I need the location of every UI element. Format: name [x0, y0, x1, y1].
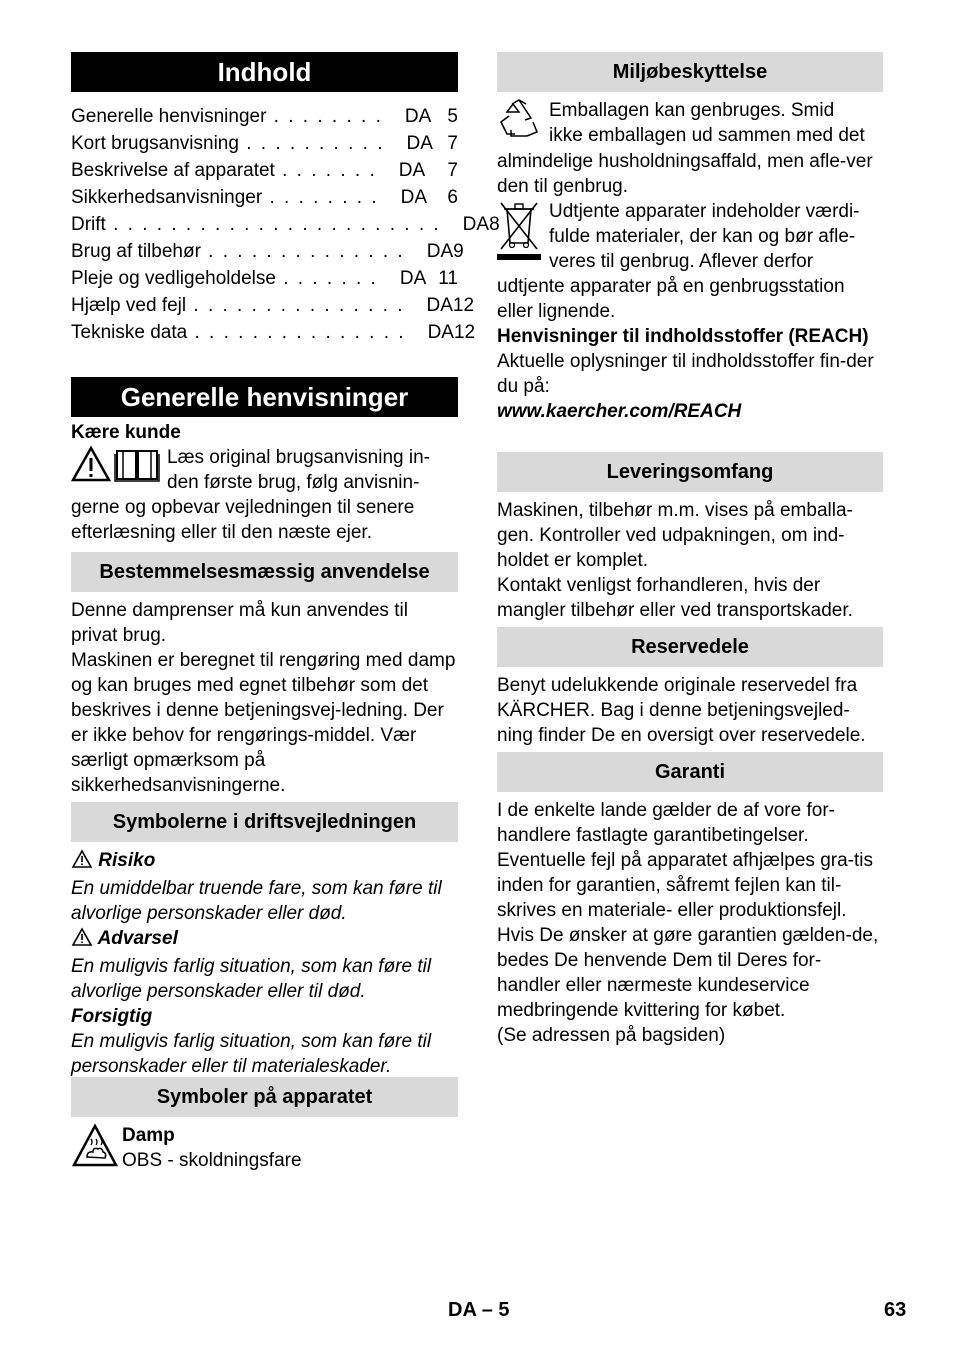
spares-section: [497, 627, 883, 748]
toc-leader-dots: . . . . . . . .: [266, 106, 383, 127]
toc-entry-lang: DA: [399, 268, 427, 289]
delivery-section: [497, 452, 883, 623]
toc-entry-title: [71, 265, 378, 292]
intro-rest: gerne og opbevar vejledningen til senere efterlæsning eller til den næste ejer.: [71, 497, 415, 543]
caution-text: En muligvis farlig situation, som kan føre til personskader eller til materialeskader.: [71, 1031, 432, 1077]
spares-p1: Benyt udelukkende originale reservedel fra KÄRCHER. Bag i denne betjeningsvejled-ning finder De en oversigt over reservedele.: [497, 675, 866, 746]
packaging-line-2: ikke emballagen ud sammen med det: [549, 125, 865, 146]
toc-entry-title: [71, 292, 404, 319]
risk-label: Risiko: [98, 850, 156, 871]
toc-entry-page: 12: [452, 295, 475, 316]
warning-icon: [71, 927, 93, 954]
general-section: [71, 377, 458, 545]
manual-symbols-heading: Symbolerne i driftsvejledningen: [71, 802, 458, 842]
intended-use-heading: Bestemmelsesmæssig anvendelse: [71, 552, 458, 592]
toc-entry-title: [71, 211, 441, 238]
toc-entry-title: [71, 184, 379, 211]
toc-row[interactable]: [71, 157, 458, 184]
toc-entry-page: 5: [447, 106, 458, 127]
warranty-section: [497, 752, 883, 1048]
toc-row[interactable]: [71, 130, 458, 157]
packaging-note: [497, 98, 883, 199]
toc-entry-lang: DA: [426, 295, 453, 316]
toc-entry-label: Hjælp ved fejl: [71, 295, 187, 316]
delivery-p1: Maskinen, tilbehør m.m. vises på emballa-gen. Kontroller ved udpakningen, om ind-holdet er komplet.: [497, 500, 853, 571]
toc-entry-page: 12: [453, 322, 476, 343]
toc-leader-dots: . . . . . . . . . . . . . . .: [187, 322, 406, 343]
toc-entry-title: [71, 157, 377, 184]
toc-row[interactable]: [71, 238, 464, 265]
toc-row[interactable]: [71, 265, 458, 292]
toc-entry-page: 7: [447, 160, 458, 181]
spares-heading: Reservedele: [497, 627, 883, 667]
toc-entry-label: Sikkerhedsanvisninger: [71, 187, 263, 208]
read-manual-icon: [71, 445, 161, 492]
toc-entry-label: Tekniske data: [71, 322, 188, 343]
warning-icon: [71, 849, 93, 876]
toc-entry-label: Drift: [71, 214, 106, 235]
dear-customer: Kære kunde: [71, 422, 181, 443]
toc-entry-page: 9: [453, 241, 464, 262]
toc-entry-lang: DA: [398, 160, 426, 181]
general-heading: Generelle henvisninger: [71, 377, 458, 417]
packaging-line-1: Emballagen kan genbruges. Smid: [549, 100, 835, 121]
toc-entry-title: [71, 130, 385, 157]
reach-link[interactable]: www.kaercher.com/REACH: [497, 401, 742, 422]
intro-line-2: den første brug, følg anvisnin-: [167, 472, 420, 493]
toc-row[interactable]: [71, 211, 500, 238]
toc-entry-title: [71, 238, 405, 265]
reach-text: Aktuelle oplysninger til indholdsstoffer fin-der du på:: [497, 351, 874, 397]
steam-hazard-icon: [71, 1123, 119, 1176]
toc-entry-title: [71, 103, 383, 130]
intended-use-section: [71, 552, 458, 798]
weee-line-3: veres til genbrug. Aflever derfor: [549, 251, 814, 272]
device-symbols-section: [71, 1077, 458, 1175]
toc-list: [71, 103, 500, 346]
toc-entry-lang: DA: [426, 241, 454, 262]
toc-entry-title: [71, 319, 406, 346]
warranty-p1: I de enkelte lande gælder de af vore for-handlere fastlagte garantibetingelser. Eventuelle fejl på apparatet afhjælpes gra-tis inden for garantien, såfremt fejlen kan til-skrives en materiale- eller produktionsfejl. Hvis De ønsker at gøre garantien gælden-de, bedes De henvende Dem til Deres for-handler eller nærmeste kundeservice medbringende kvittering for købet.: [497, 800, 879, 1021]
intro-line-1: Læs original brugsanvisning in-: [167, 447, 430, 468]
warranty-p2: (Se adressen på bagsiden): [497, 1025, 726, 1046]
manual-symbols-section: [71, 802, 458, 1079]
footer-section-label: DA – 5: [448, 1299, 510, 1321]
weee-line-2: fulde materialer, der kan og bør afle-: [549, 226, 856, 247]
toc-entry-page: 11: [438, 268, 458, 289]
warning-text: En muligvis farlig situation, som kan føre til alvorlige personskader eller til død.: [71, 956, 432, 1002]
toc-entry-lang: DA: [427, 322, 454, 343]
toc-leader-dots: . . . . . . . . . . . . . .: [200, 241, 405, 262]
toc-leader-dots: . . . . . . .: [274, 160, 377, 181]
weee-note: [497, 199, 883, 324]
toc-row[interactable]: [71, 103, 458, 130]
toc-entry-lang: DA: [406, 133, 433, 154]
warranty-heading: Garanti: [497, 752, 883, 792]
environment-heading: Miljøbeskyttelse: [497, 52, 883, 92]
toc-row[interactable]: [71, 319, 476, 346]
toc-entry-page: 8: [489, 214, 500, 235]
toc-entry-label: Kort brugsanvisning: [71, 133, 239, 154]
reach-title: Henvisninger til indholdsstoffer (REACH): [497, 326, 869, 347]
toc-section: [71, 52, 500, 346]
toc-entry-page: 6: [447, 187, 458, 208]
toc-leader-dots: . . . . . . . . . . . . . . .: [186, 295, 405, 316]
toc-row[interactable]: [71, 292, 475, 319]
toc-entry-lang: DA: [400, 187, 428, 208]
toc-entry-label: Brug af tilbehør: [71, 241, 201, 262]
recycle-icon: [497, 98, 541, 149]
toc-entry-label: Pleje og vedligeholdelse: [71, 268, 276, 289]
steam-text: OBS - skoldningsfare: [122, 1150, 302, 1171]
delivery-p2: Kontakt venligst forhandleren, hvis der mangler tilbehør eller ved transportskader.: [497, 575, 853, 621]
risk-text: En umiddelbar truende fare, som kan føre til alvorlige personskader eller død.: [71, 878, 442, 924]
toc-leader-dots: . . . . . . . . . .: [238, 133, 385, 154]
weee-rest: udtjente apparater på en genbrugsstation eller lignende.: [497, 276, 845, 322]
intended-use-p1: Denne damprenser må kun anvendes til privat brug.: [71, 600, 408, 646]
toc-entry-page: 7: [447, 133, 458, 154]
toc-leader-dots: . . . . . . . .: [262, 187, 379, 208]
toc-entry-label: Generelle henvisninger: [71, 106, 267, 127]
toc-entry-lang: DA: [462, 214, 490, 235]
crossed-bin-icon: [497, 199, 541, 272]
toc-row[interactable]: [71, 184, 458, 211]
toc-leader-dots: . . . . . . . . . . . . . . . . . . . . . . .: [105, 214, 441, 235]
caution-title: Forsigtig: [71, 1006, 153, 1027]
toc-heading: Indhold: [71, 52, 458, 92]
delivery-heading: Leveringsomfang: [497, 452, 883, 492]
general-intro: [71, 445, 458, 545]
toc-leader-dots: . . . . . . .: [275, 268, 378, 289]
risk-title: [71, 848, 458, 876]
toc-entry-label: Beskrivelse af apparatet: [71, 160, 275, 181]
packaging-rest: almindelige husholdningsaffald, men afle-ver den til genbrug.: [497, 151, 873, 197]
footer-page-number: 63: [884, 1299, 907, 1321]
weee-line-1: Udtjente apparater indeholder værdi-: [549, 201, 860, 222]
environment-section: [497, 52, 883, 424]
warning-title: [71, 926, 458, 954]
steam-label: Damp: [122, 1125, 175, 1146]
device-symbols-heading: Symboler på apparatet: [71, 1077, 458, 1117]
intended-use-p2: Maskinen er beregnet til rengøring med damp og kan bruges med egnet tilbehør som det beskrives i denne betjeningsvej-ledning. Der er ikke behov for rengørings-middel. Vær særligt opmærksom på sikkerhedsanvisningerne.: [71, 650, 456, 796]
warning-label: Advarsel: [97, 928, 178, 949]
toc-entry-lang: DA: [404, 106, 432, 127]
steam-warning: [71, 1123, 458, 1175]
